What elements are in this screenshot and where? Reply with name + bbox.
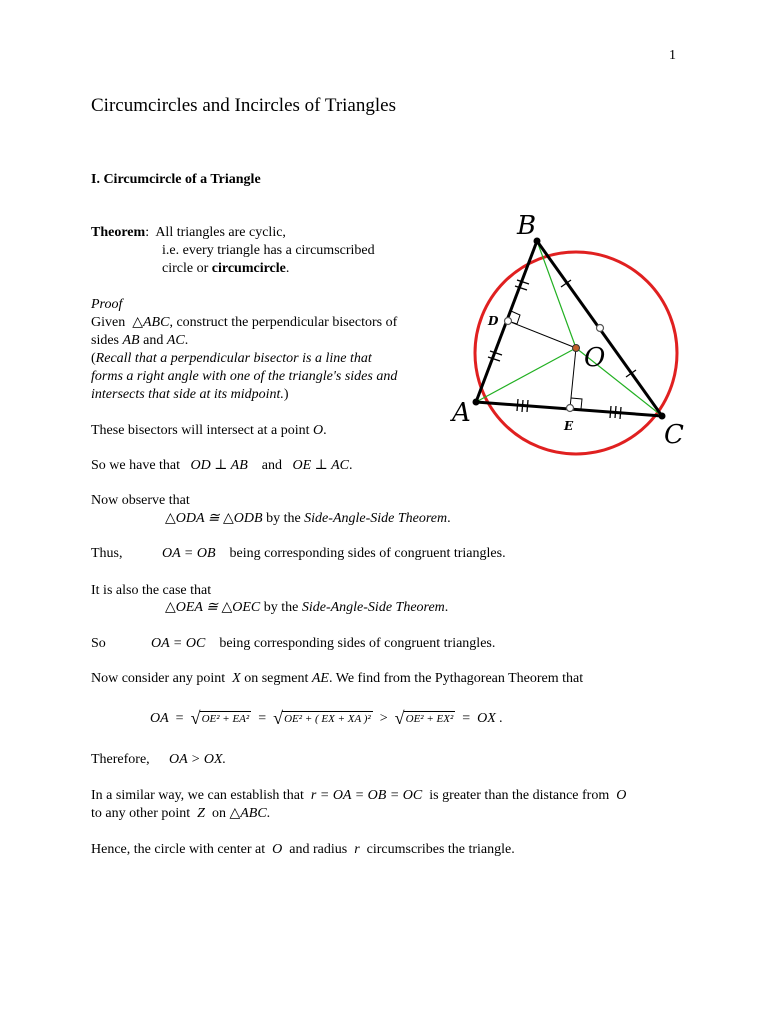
congruence1-line: △ODA ≅ △ODB by the Side-Angle-Side Theorem. xyxy=(165,511,451,526)
label-o: O xyxy=(584,343,606,373)
consider-pre: Now consider any point xyxy=(91,671,226,686)
therefore-label: Therefore, xyxy=(91,752,150,767)
consider-post: . We find from the Pythagorean Theorem that xyxy=(328,671,584,686)
section-heading: I. Circumcircle of a Triangle xyxy=(91,172,261,187)
theorem-label: Theorem xyxy=(91,225,146,240)
sqrt-1 xyxy=(191,711,252,728)
sas-theorem-2: Side-Angle-Side Theorem xyxy=(301,600,445,615)
congruence-oda-odb: △ODA ≅ △ODB xyxy=(165,511,263,526)
vertex-a xyxy=(473,399,480,406)
similar-point-o: O xyxy=(616,788,627,803)
similar-line xyxy=(91,788,626,805)
point-d xyxy=(505,318,512,325)
to-any-pre: to any other point xyxy=(91,806,191,821)
point-x: X xyxy=(232,671,241,686)
so-equation-line xyxy=(151,636,495,653)
eq-rhs: OX . xyxy=(477,711,503,726)
segment-oe xyxy=(570,348,576,408)
eq-oa-ob: OA = OB xyxy=(162,546,216,561)
label-a: A xyxy=(452,398,471,428)
recall-text3: intersects that side at its midpoint. xyxy=(91,387,284,402)
sqrt-3 xyxy=(395,711,456,728)
perp-and: and xyxy=(261,458,282,473)
also-case-line: It is also the case that xyxy=(91,583,212,598)
segment-ob xyxy=(537,241,576,348)
label-b: B xyxy=(517,211,537,241)
intersect-line: These bisectors will intersect at a point O. xyxy=(91,423,327,438)
hence-radius-r: r xyxy=(354,842,360,857)
label-e: E xyxy=(564,419,574,433)
perpendicular-line: So we have that OD ⊥ AB and OE ⊥ AC. xyxy=(91,458,353,473)
sqrt-2-radicand: OE² + ( EX + XA )² xyxy=(284,713,371,725)
therefore-equation: OA > OX. xyxy=(169,752,227,767)
so-label: So xyxy=(91,636,106,651)
triangle-abc: △ABC xyxy=(132,315,170,330)
sqrt-2 xyxy=(273,711,373,728)
vertex-c xyxy=(659,413,666,420)
theorem-line3: circle or circumcircle. xyxy=(162,261,290,276)
similar-pre: In a similar way, we can establish that xyxy=(91,788,304,803)
on-word: on xyxy=(211,806,226,821)
congruence2-line: △OEA ≅ △OEC by the Side-Angle-Side Theorem. xyxy=(165,600,449,615)
sas-theorem-1: Side-Angle-Side Theorem xyxy=(304,511,448,526)
thus-label: Thus, xyxy=(91,546,123,561)
eq-lhs: OA xyxy=(150,711,169,726)
hence-line xyxy=(91,842,515,859)
given-pre: Given xyxy=(91,315,126,330)
pythagorean-equation: OA = √ OE² + EA² = √ OE² + ( EX + XA )² > √ OE² + EX² = OX . xyxy=(150,711,503,728)
perp-oe-ac: OE ⊥ AC xyxy=(292,458,349,473)
consider-mid: on segment xyxy=(244,671,309,686)
consider-line xyxy=(91,671,583,688)
theorem-line3-pre: circle or xyxy=(162,261,209,276)
theorem-line2: i.e. every triangle has a circumscribed xyxy=(162,243,375,258)
hence-mid: and radius xyxy=(289,842,348,857)
side-ab: AB xyxy=(122,333,140,348)
sqrt-3-radicand: OE² + EX² xyxy=(405,713,454,725)
recall-line3: intersects that side at its midpoint.) xyxy=(91,387,289,402)
hence-point-o: O xyxy=(272,842,283,857)
proof-label: Proof xyxy=(91,297,123,312)
proof-given-line xyxy=(91,315,397,332)
intersect-text: These bisectors will intersect at a point xyxy=(91,423,310,438)
similar-post: is greater than the distance from xyxy=(429,788,610,803)
perp-od-ab: OD ⊥ AB xyxy=(190,458,248,473)
corr-sides-2: being corresponding sides of congruent triangles. xyxy=(219,636,496,651)
segment-od xyxy=(508,321,576,348)
given-post: , construct the perpendicular bisectors of xyxy=(169,315,398,330)
theorem-line1: Theorem: All triangles are cyclic, xyxy=(91,225,286,240)
theorem-text1: All triangles are cyclic, xyxy=(155,225,286,240)
recall-text1: Recall that a perpendicular bisector is a line that xyxy=(95,351,372,366)
segment-ae: AE xyxy=(311,671,329,686)
side-ac: AC xyxy=(166,333,185,348)
sides-and: and xyxy=(143,333,164,348)
segment-oa xyxy=(476,348,576,402)
by-the-1: by the xyxy=(266,511,301,526)
eq-oa-oc: OA = OC xyxy=(151,636,206,651)
to-any-line: to any other point Z on △ABC. xyxy=(91,806,271,821)
ticks-ab-upper xyxy=(515,280,529,290)
congruence-oea-oec: △OEA ≅ △OEC xyxy=(165,600,261,615)
theorem-circumcircle: circumcircle xyxy=(211,261,286,276)
point-o: O xyxy=(313,423,324,438)
circumcircle-figure xyxy=(440,205,700,465)
proof-sides-line: sides AB and AC. xyxy=(91,333,189,348)
label-d: D xyxy=(488,314,499,328)
hence-post: circumscribes the triangle. xyxy=(366,842,515,857)
recall-line1: (Recall that a perpendicular bisector is a line that xyxy=(91,351,372,366)
corr-sides-1: being corresponding sides of congruent triangles. xyxy=(229,546,506,561)
label-c: C xyxy=(664,420,684,450)
point-z: Z xyxy=(197,806,205,821)
page-title: Circumcircles and Incircles of Triangles xyxy=(91,95,396,116)
by-the-2: by the xyxy=(263,600,299,615)
hence-pre: Hence, the circle with center at xyxy=(91,842,266,857)
sqrt-1-radicand: OE² + EA² xyxy=(201,713,250,725)
so-we-have: So we have that xyxy=(91,458,181,473)
thus-equation-line xyxy=(162,546,506,563)
triangle-abc-2: △ABC xyxy=(229,806,267,821)
midpoint-bc xyxy=(597,325,604,332)
center-o xyxy=(573,345,580,352)
sides-pre: sides xyxy=(91,333,119,348)
similar-equation: r = OA = OB = OC xyxy=(310,788,423,803)
recall-line2: forms a right angle with one of the triangle's sides and xyxy=(91,369,398,384)
observe-line: Now observe that xyxy=(91,493,190,508)
page-number: 1 xyxy=(669,48,676,63)
point-e xyxy=(567,405,574,412)
